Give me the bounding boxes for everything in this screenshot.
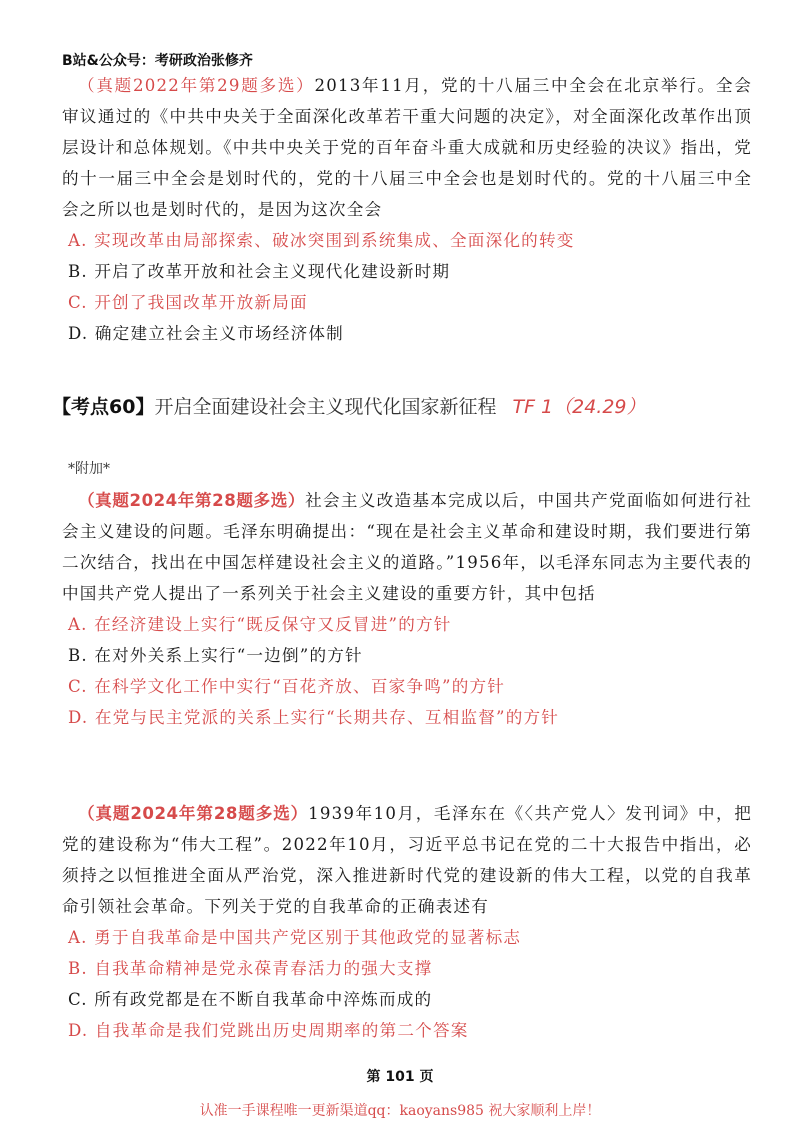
option-a: A. 实现改革由局部探索、破冰突围到系统集成、全面深化的转变 xyxy=(68,231,575,250)
option-a: A. 在经济建设上实行“既反保守又反冒进”的方针 xyxy=(68,615,452,634)
option-d: D. 在党与民主党派的关系上实行“长期共存、互相监督”的方针 xyxy=(68,708,560,727)
section-frequency: TF 1（24.29） xyxy=(512,396,646,418)
option-c: C. 所有政党都是在不断自我革命中淬炼而成的 xyxy=(68,990,433,1009)
question-text: 社会主义改造基本完成以后，中国共产党面临如何进行社会主义建设的问题。毛泽东明确提出：“现在是社会主义革命和建设时期，我们要进行第二次结合，找出在中国怎样建设社会主义的道路。”1956年，以毛泽东同志为主要代表的中国共产党人提出了一系列关于社会主义建设的重要方针，其中包括 xyxy=(62,491,752,603)
question-text: 1939年10月，毛泽东在《〈共产党人〉发刊词》中，把党的建设称为“伟大工程”。2022年10月，习近平总书记在党的二十大报告中指出，必须持之以恒推进全面从严治党，深入推进新时代党的建设新的伟大工程，以党的自我革命引领社会革命。下列关于党的自我革命的正确表述有 xyxy=(62,804,752,916)
appendix-label: *附加* xyxy=(68,461,110,477)
question-stem xyxy=(62,798,752,922)
options-list xyxy=(62,225,752,349)
question-source-tag: （真题2024年第28题多选） xyxy=(78,491,306,510)
options-list xyxy=(62,922,752,1046)
option-d: D. 自我革命是我们党跳出历史周期率的第二个答案 xyxy=(68,1021,469,1040)
option-c: C. 在科学文化工作中实行“百花齐放、百家争鸣”的方针 xyxy=(68,677,506,696)
question-block-3 xyxy=(62,798,752,1046)
section-heading xyxy=(52,392,646,419)
section-title: 开启全面建设社会主义现代化国家新征程 xyxy=(154,396,497,418)
option-d: D. 确定建立社会主义市场经济体制 xyxy=(68,324,344,343)
question-source-tag: （真题2022年第29题多选） xyxy=(78,76,315,95)
option-b: B. 在对外关系上实行“一边倒”的方针 xyxy=(68,646,363,665)
question-text: 2013年11月，党的十八届三中全会在北京举行。全会审议通过的《中共中央关于全面深化改革若干重大问题的决定》，对全面深化改革作出顶层设计和总体规划。《中共中央关于党的百年奋斗重大成就和历史经验的决议》指出，党的十一届三中全会是划时代的，党的十八届三中全会也是划时代的。党的十八届三中全会之所以也是划时代的，是因为这次全会 xyxy=(62,76,752,219)
question-stem xyxy=(62,485,752,609)
page-header: B站&公众号：考研政治张修齐 xyxy=(62,53,253,69)
option-b: B. 自我革命精神是党永葆青春活力的强大支撑 xyxy=(68,959,433,978)
option-b: B. 开启了改革开放和社会主义现代化建设新时期 xyxy=(68,262,451,281)
option-c: C. 开创了我国改革开放新局面 xyxy=(68,293,308,312)
question-block-2 xyxy=(62,485,752,733)
question-stem xyxy=(62,70,752,225)
question-block-1 xyxy=(62,70,752,349)
question-source-tag: （真题2024年第28题多选） xyxy=(78,804,309,823)
option-a: A. 勇于自我革命是中国共产党区别于其他政党的显著标志 xyxy=(68,928,522,947)
section-label: 【考点60】 xyxy=(52,396,155,418)
options-list xyxy=(62,609,752,733)
footer-notice: 认准一手课程唯一更新渠道qq：kaoyans985 祝大家顺利上岸！ xyxy=(199,1103,601,1119)
page-number: 第 101 页 xyxy=(366,1069,434,1085)
